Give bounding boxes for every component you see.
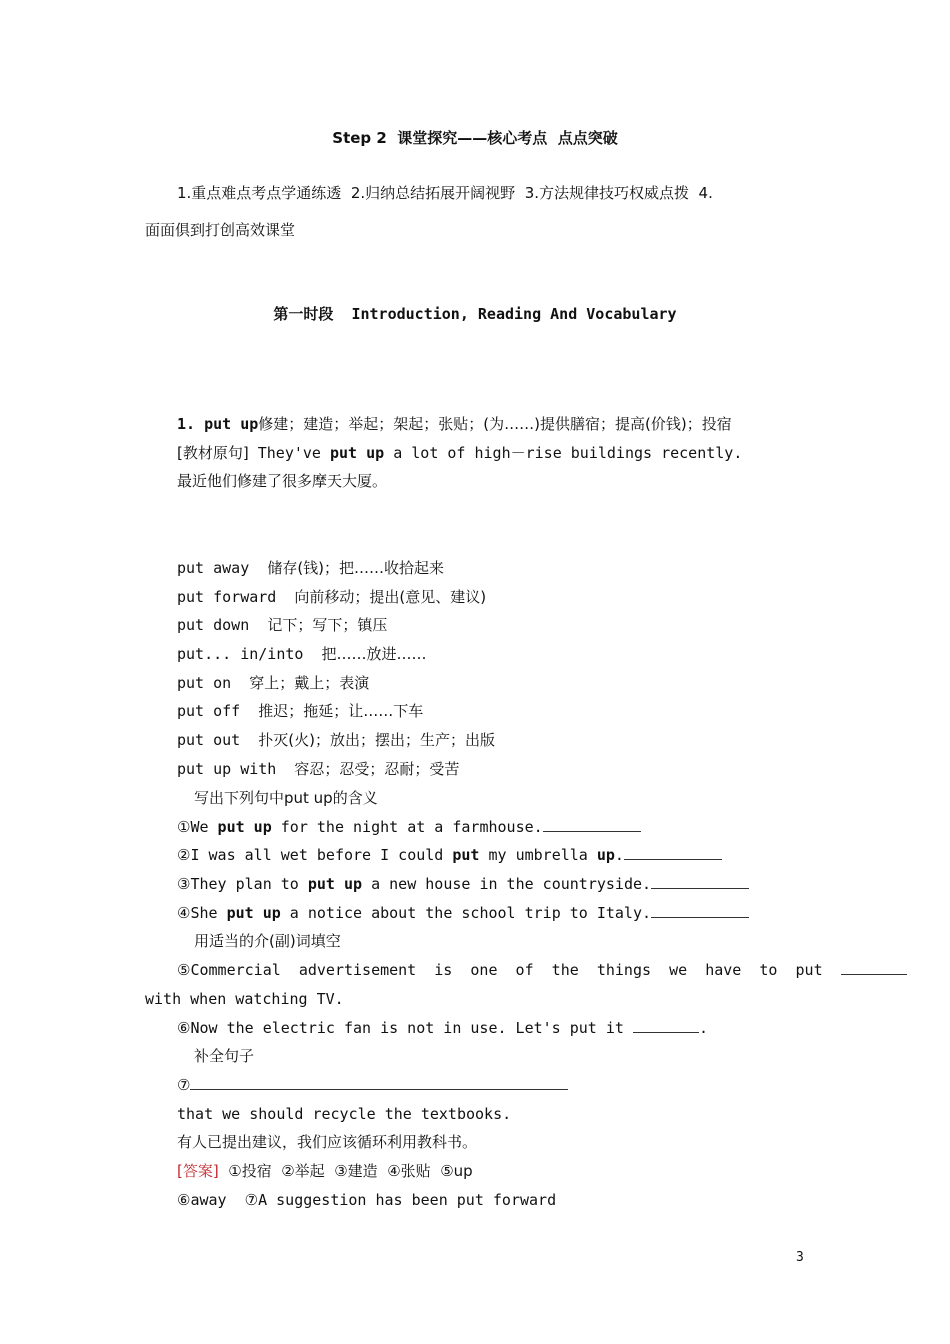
source-label: [教材原句] [177, 444, 249, 462]
exercise-item-7-translation: 有人已提出建议，我们应该循环利用教科书。 [177, 1133, 478, 1151]
exercise-item-7-cont: that we should recycle the textbooks. [177, 1105, 512, 1123]
phrase-item: put up with 容忍；忍受；忍耐；受苦 [177, 760, 460, 778]
step-title: Step 2 课堂探究——核心考点 点点突破 [332, 129, 618, 147]
exercise-item-7: ⑦ [177, 1075, 568, 1095]
section-title: 第一时段 Introduction, Reading And Vocabulary [273, 305, 677, 323]
intro-line-2: 面面俱到打创高效课堂 [145, 221, 296, 239]
exercise-item-2: ②I was all wet before I could put my umbrella up. [177, 845, 722, 865]
phrase-item: put down 记下；写下；镇压 [177, 616, 388, 634]
source-translation: 最近他们修建了很多摩天大厦。 [177, 472, 388, 490]
phrase-item: put off 推迟；拖延；让……下车 [177, 702, 424, 720]
answer-blank[interactable] [651, 903, 749, 918]
page-number: 3 [796, 1250, 804, 1265]
exercise3-heading: 补全句子 [194, 1047, 255, 1065]
answer-key [177, 1161, 473, 1181]
phrase-item: put out 扑灭(火)；放出；摆出；生产；出版 [177, 731, 495, 749]
exercise-item-5: ⑤Commercial advertisement is one of the things we have to put [177, 960, 907, 980]
answer-blank[interactable] [633, 1018, 699, 1033]
entry-phrase: put up [204, 415, 259, 433]
phrase-item: put forward 向前移动；提出(意见、建议) [177, 588, 487, 606]
exercise1-heading: 写出下列句中put up的含义 [194, 789, 378, 807]
answer-blank[interactable] [841, 960, 907, 975]
entry-number: 1. [177, 415, 196, 433]
answer-line-2: ⑥away ⑦A suggestion has been put forward [177, 1191, 557, 1209]
entry-meanings: 修建；建造；举起；架起；张贴；(为……)提供膳宿；提高(价钱)；投宿 [258, 415, 732, 433]
phrase-item: put... in/into 把……放进…… [177, 645, 427, 663]
source-text-pre: They've [248, 444, 330, 462]
answer-blank[interactable] [624, 845, 722, 860]
entry-heading [177, 414, 732, 434]
source-text-post: a lot of high－rise buildings recently. [384, 444, 743, 462]
answer-line-1: ①投宿 ②举起 ③建造 ④张贴 ⑤up [218, 1162, 473, 1180]
answer-blank[interactable] [190, 1075, 568, 1090]
exercise-item-4: ④She put up a notice about the school trip to Italy. [177, 903, 749, 923]
answer-label: [答案] [177, 1162, 219, 1180]
answer-blank[interactable] [651, 874, 749, 889]
intro-line-1: 1.重点难点考点学通练透 2.归纳总结拓展开阔视野 3.方法规律技巧权威点拨 4. [177, 184, 713, 202]
exercise-item-3: ③They plan to put up a new house in the countryside. [177, 874, 749, 894]
source-text-bold: put up [330, 444, 385, 462]
source-sentence [177, 443, 742, 463]
exercise-item-6: ⑥Now the electric fan is not in use. Let's put it . [177, 1019, 708, 1037]
exercise2-heading: 用适当的介(副)词填空 [194, 932, 341, 950]
answer-blank[interactable] [543, 817, 641, 832]
exercise-item-5-cont: with when watching TV. [145, 990, 344, 1008]
phrase-item: put on 穿上；戴上；表演 [177, 674, 370, 692]
phrase-item: put away 储存(钱)；把……收拾起来 [177, 559, 445, 577]
exercise-item-1: ①We put up for the night at a farmhouse. [177, 817, 641, 837]
